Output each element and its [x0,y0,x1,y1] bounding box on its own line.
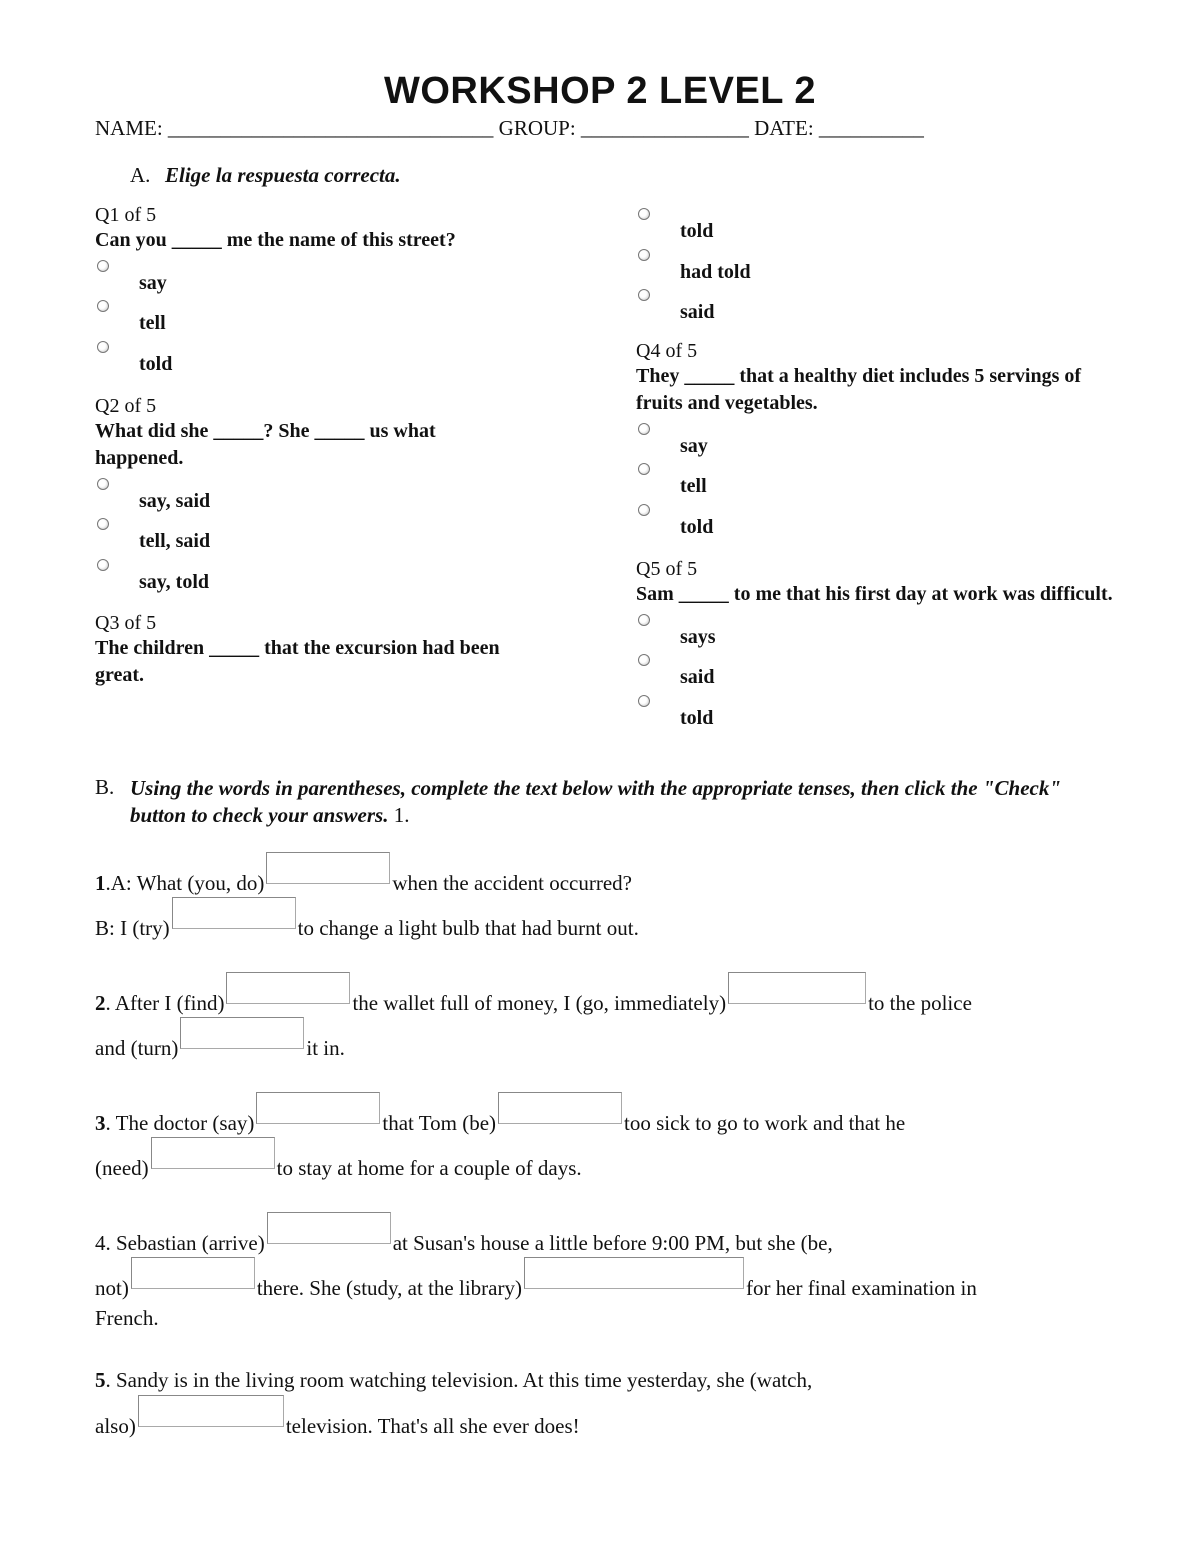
option-label: told [139,353,173,375]
prompt-text: not) [95,1276,129,1300]
option-label: said [680,666,715,688]
question-1 [95,204,535,390]
option-label: say, told [139,571,210,593]
option[interactable] [636,614,1036,650]
exercise-4 [95,1212,833,1256]
prompt-text: and (turn) [95,1036,179,1060]
radio-button[interactable] [97,300,109,312]
radio-button[interactable] [638,504,650,516]
question-number: Q3 of 5 [95,612,157,634]
option-label: had told [680,261,751,283]
prompt-text: B: I (try) [95,916,170,940]
answer-input[interactable] [728,972,866,1004]
question-4 [636,340,1106,553]
option[interactable] [636,249,1036,285]
exercise-5b [95,1395,580,1439]
question-2 [95,395,525,608]
question-text: The children _____ that the excursion had been great. [95,637,500,686]
radio-button[interactable] [638,463,650,475]
answer-input[interactable] [266,852,390,884]
option-label: tell [139,312,166,334]
radio-button[interactable] [97,260,109,272]
option-label: said [680,301,715,323]
option[interactable] [95,300,495,336]
question-text: What did she _____? She _____ us what happened. [95,420,436,469]
answer-input[interactable] [524,1257,744,1289]
option[interactable] [636,654,1036,690]
question-text: Can you _____ me the name of this street? [95,229,456,251]
option[interactable] [95,518,495,554]
option-label: tell, said [139,530,211,552]
radio-button[interactable] [638,208,650,220]
answer-input[interactable] [180,1017,304,1049]
option-label: say [680,435,708,457]
option-label: say, said [139,490,211,512]
name-group-date-line: NAME: _______________________________ GROUP: ________________ DATE: __________ [95,116,924,140]
option[interactable] [95,260,495,296]
prompt-text: the wallet full of money, I (go, immediately) [352,991,727,1015]
option-label: told [680,220,714,242]
exercise-number: 3 [95,1111,106,1135]
question-text: Sam _____ to me that his first day at work was difficult. [636,583,1113,605]
option-label: say [139,272,167,294]
question-5 [636,558,1116,744]
prompt-text: there. She (study, at the library) [256,1276,522,1300]
exercise-5 [95,1368,812,1393]
radio-button[interactable] [97,559,109,571]
radio-button[interactable] [97,478,109,490]
question-number: Q2 of 5 [95,395,157,417]
option[interactable] [636,463,1036,499]
section-a-instruction: Elige la respuesta correcta. [165,163,401,187]
prompt-text: to change a light bulb that had burnt out. [297,916,639,940]
question-number: Q1 of 5 [95,204,157,226]
question-number: Q5 of 5 [636,558,698,580]
radio-button[interactable] [638,695,650,707]
section-b-instruction [130,775,1120,829]
page-title: WORKSHOP 2 LEVEL 2 [383,70,817,112]
question-number: Q4 of 5 [636,340,698,362]
option[interactable] [95,478,495,514]
answer-input[interactable] [131,1257,255,1289]
exercise-2 [95,972,972,1016]
answer-input[interactable] [151,1137,275,1169]
answer-input[interactable] [267,1212,391,1244]
prompt-text: also) [95,1414,136,1438]
question-3-options [636,208,1056,333]
radio-button[interactable] [638,423,650,435]
answer-input[interactable] [226,972,350,1004]
radio-button[interactable] [97,518,109,530]
option[interactable] [636,208,1036,244]
section-a-letter: A. [130,163,151,187]
exercise-number: 5 [95,1368,106,1392]
option[interactable] [636,423,1036,459]
prompt-text: (need) [95,1156,149,1180]
exercise-number: 2 [95,991,106,1015]
radio-button[interactable] [638,614,650,626]
prompt-text: television. That's all she ever does! [285,1414,580,1438]
option-label: tell [680,475,707,497]
exercise-4b [95,1257,977,1301]
radio-button[interactable] [638,654,650,666]
answer-input[interactable] [138,1395,284,1427]
prompt-text: too sick to go to work and that he [624,1111,906,1135]
prompt-text: . The doctor (say) [105,1111,255,1135]
option-label: says [680,626,716,648]
prompt-text: to the police [868,991,972,1015]
prompt-text: 4. Sebastian (arrive) [95,1231,265,1255]
option[interactable] [636,289,1036,325]
radio-button[interactable] [638,249,650,261]
section-b-letter: B. [95,775,115,799]
option-label: told [680,707,714,729]
prompt-text: .A: What (you, do) [105,871,265,895]
prompt-text: to stay at home for a couple of days. [276,1156,582,1180]
option[interactable] [636,695,1036,731]
exercise-3b [95,1137,582,1181]
section-b-instruction-text: Using the words in parentheses, complete the text below with the appropriate tenses, then click the "Check" button to check your answers. [130,776,1062,827]
prompt-text: when the accident occurred? [392,871,632,895]
section-b-suffix: 1. [388,803,410,827]
answer-input[interactable] [172,897,296,929]
exercise-2b [95,1017,345,1061]
prompt-text: at Susan's house a little before 9:00 PM, but she (be, [392,1231,833,1255]
prompt-text: it in. [306,1036,345,1060]
exercise-number: 1 [95,871,106,895]
option-label: told [680,516,714,538]
exercise-3 [95,1092,905,1136]
prompt-text: for her final examination in [745,1276,977,1300]
option[interactable] [95,559,495,595]
prompt-text: . Sandy is in the living room watching television. At this time yesterday, she (watch, [105,1368,813,1392]
exercise-1b [95,897,639,941]
option[interactable] [95,341,495,377]
exercise-1a [95,852,632,896]
question-text: They _____ that a healthy diet includes 5 servings of fruits and vegetables. [636,365,1082,414]
answer-input[interactable] [498,1092,622,1124]
exercise-4c: French. [95,1306,159,1330]
prompt-text: . After I (find) [105,991,225,1015]
prompt-text: that Tom (be) [382,1111,497,1135]
option[interactable] [636,504,1036,540]
radio-button[interactable] [638,289,650,301]
question-3 [95,612,535,689]
radio-button[interactable] [97,341,109,353]
answer-input[interactable] [256,1092,380,1124]
